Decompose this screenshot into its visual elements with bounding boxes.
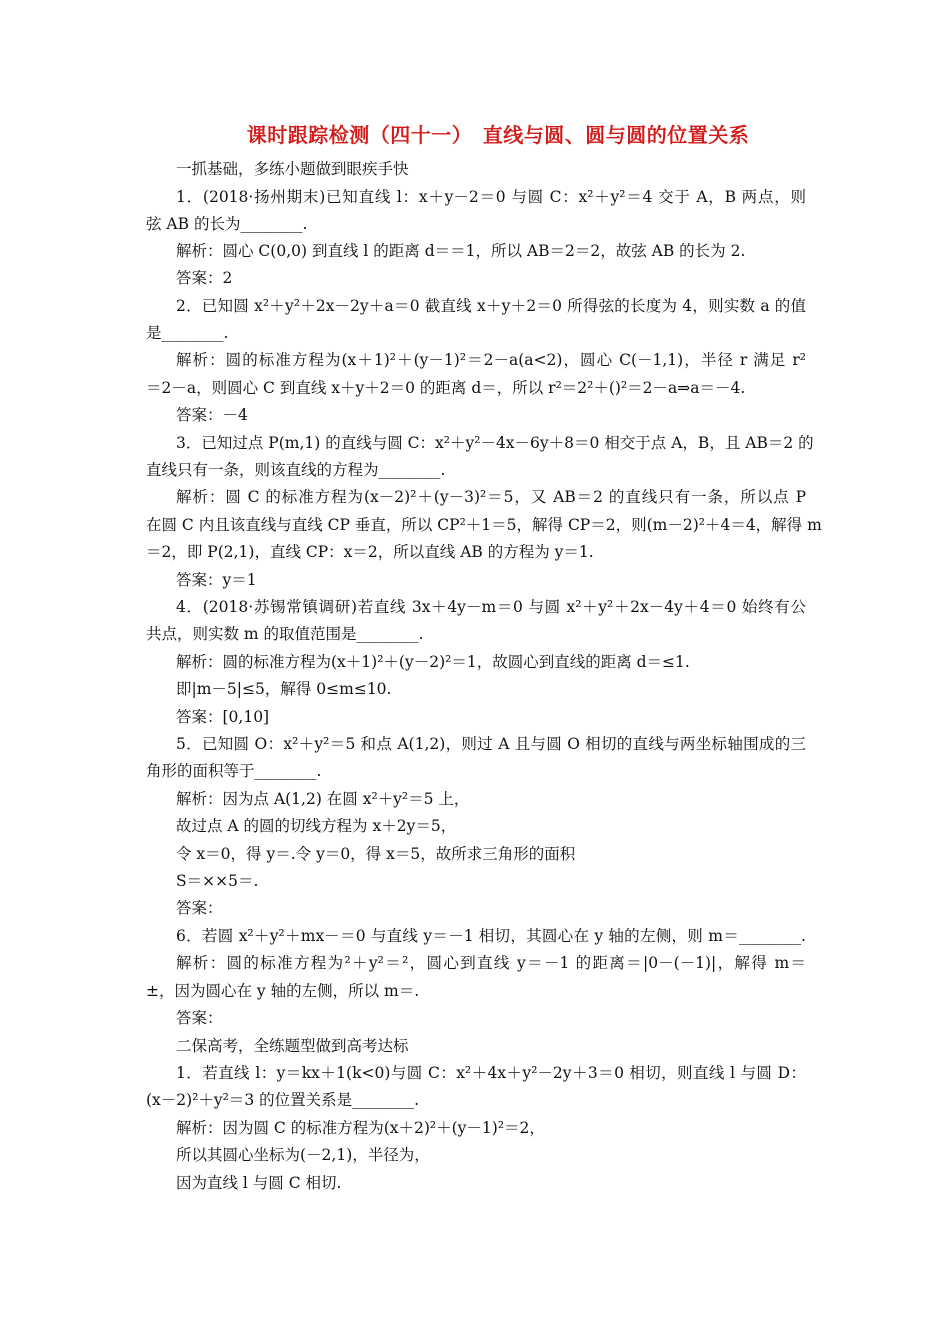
text-line: 弦 AB 的长为________. bbox=[146, 215, 308, 233]
text-line: 答案： bbox=[176, 899, 223, 917]
text-line: 因为直线 l 与圆 C 相切. bbox=[176, 1174, 342, 1192]
section-heading: 二保高考，全练题型做到高考达标 bbox=[176, 1037, 409, 1055]
text-line: 解析：圆的标准方程为²＋y²＝²，圆心到直线 y＝－1 的距离＝|0－(－1)|，解得 m＝ bbox=[176, 954, 806, 972]
text-line: 故过点 A 的圆的切线方程为 x＋2y＝5， bbox=[176, 817, 457, 835]
text-line: 是________. bbox=[146, 324, 229, 342]
text-line: 5．已知圆 O：x²＋y²＝5 和点 A(1,2)，则过 A 且与圆 O 相切的直线与两坐标轴围成的三 bbox=[176, 735, 806, 753]
text-line: ＝2，即 P(2,1)，直线 CP：x＝2，所以直线 AB 的方程为 y＝1. bbox=[146, 543, 594, 561]
text-line: S＝××5＝. bbox=[176, 872, 259, 890]
text-line: 角形的面积等于________. bbox=[146, 762, 322, 780]
text-line: ＝2－a，则圆心 C 到直线 x＋y＋2＝0 的距离 d＝，所以 r²＝2²＋()²＝2－a⇒a＝－4. bbox=[146, 379, 746, 397]
section-heading: 一抓基础，多练小题做到眼疾手快 bbox=[176, 160, 409, 178]
text-line: 答案：y＝1 bbox=[176, 571, 257, 589]
text-line: 3．已知过点 P(m,1) 的直线与圆 C：x²＋y²－4x－6y＋8＝0 相交于点 A，B，且 AB＝2 的 bbox=[176, 434, 814, 452]
text-line: 答案：2 bbox=[176, 269, 233, 287]
text-line: 解析：因为圆 C 的标准方程为(x＋2)²＋(y－1)²＝2， bbox=[176, 1119, 545, 1137]
page-title: 课时跟踪检测（四十一） 直线与圆、圆与圆的位置关系 bbox=[246, 123, 750, 147]
text-line: 1．若直线 l：y＝kx＋1(k<0)与圆 C：x²＋4x＋y²－2y＋3＝0 相切，则直线 l 与圆 D： bbox=[176, 1064, 806, 1082]
text-line: (x－2)²＋y²＝3 的位置关系是________. bbox=[146, 1091, 420, 1109]
text-line: 答案：－4 bbox=[176, 406, 248, 424]
text-line: 6．若圆 x²＋y²＋mx－＝0 与直线 y＝－1 相切，其圆心在 y 轴的左侧，则 m＝________. bbox=[176, 927, 806, 945]
text-line: 解析：圆心 C(0,0) 到直线 l 的距离 d＝＝1，所以 AB＝2＝2，故弦 AB 的长为 2. bbox=[176, 242, 746, 260]
text-line: ±，因为圆心在 y 轴的左侧，所以 m＝. bbox=[146, 982, 420, 1000]
text-line: 答案：[0,10] bbox=[176, 708, 270, 726]
text-line: 2．已知圆 x²＋y²＋2x－2y＋a＝0 截直线 x＋y＋2＝0 所得弦的长度为 4，则实数 a 的值 bbox=[176, 297, 806, 315]
text-line: 解析：圆的标准方程为(x＋1)²＋(y－1)²＝2－a(a<2)，圆心 C(－1,1)，半径 r 满足 r² bbox=[176, 351, 806, 369]
text-line: 解析：圆 C 的标准方程为(x－2)²＋(y－3)²＝5，又 AB＝2 的直线只有一条，所以点 P bbox=[176, 488, 806, 506]
text-line: 直线只有一条，则该直线的方程为________. bbox=[146, 461, 446, 479]
text-line: 答案： bbox=[176, 1009, 223, 1027]
text-line: 共点，则实数 m 的取值范围是________. bbox=[146, 625, 424, 643]
text-line: 即|m－5|≤5，解得 0≤m≤10. bbox=[176, 680, 392, 698]
text-line: 令 x＝0，得 y＝.令 y＝0，得 x＝5，故所求三角形的面积 bbox=[176, 845, 576, 863]
text-line: 解析：圆的标准方程为(x＋1)²＋(y－2)²＝1，故圆心到直线的距离 d＝≤1. bbox=[176, 653, 690, 671]
text-line: 4．(2018·苏锡常镇调研)若直线 3x＋4y－m＝0 与圆 x²＋y²＋2x－4y＋4＝0 始终有公 bbox=[176, 598, 806, 616]
text-line: 在圆 C 内且该直线与直线 CP 垂直，所以 CP²＋1＝5，解得 CP＝2，则(m－2)²＋4＝4，解得 m bbox=[146, 516, 822, 534]
text-line: 解析：因为点 A(1,2) 在圆 x²＋y²＝5 上， bbox=[176, 790, 470, 808]
text-line: 1．(2018·扬州期末)已知直线 l：x＋y－2＝0 与圆 C：x²＋y²＝4 交于 A，B 两点，则 bbox=[176, 188, 806, 206]
text-line: 所以其圆心坐标为(－2,1)，半径为， bbox=[176, 1146, 430, 1164]
